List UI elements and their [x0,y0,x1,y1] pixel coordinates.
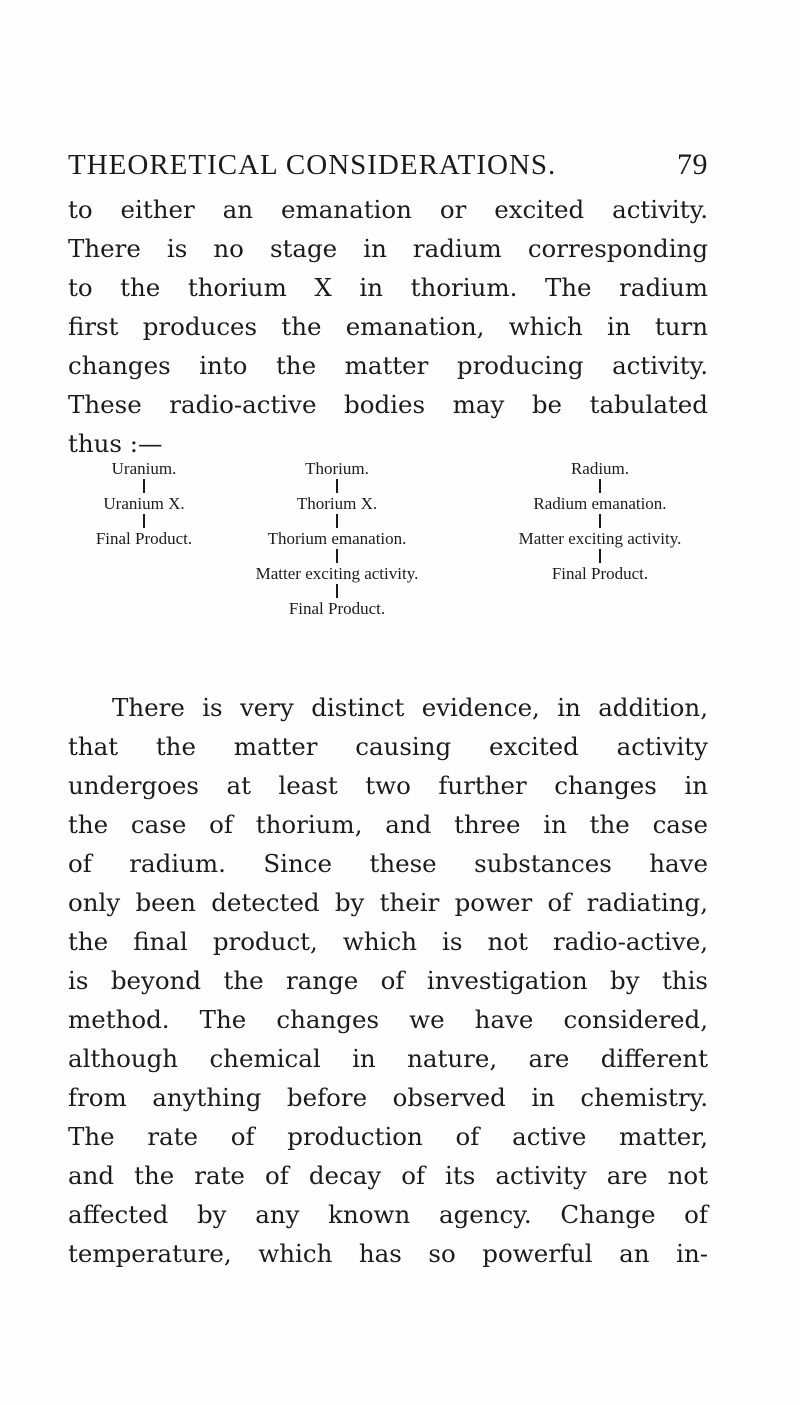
table-entry: Thorium. [305,459,369,478]
text-line: to the thorium X in thorium. The radium [68,273,708,302]
thorium-column [222,460,452,617]
table-entry: Uranium. [111,459,177,478]
text-line: of radium. Since these substances have [68,849,708,878]
table-entry: Final Product. [95,529,193,548]
text-line: the final product, which is not radio-active, [68,927,708,956]
text-line: There is very distinct evidence, in addition, [112,693,708,722]
page-number: 79 [677,148,708,181]
connector-line [143,479,145,493]
connector-line [336,479,338,493]
connector-line [599,549,601,563]
table-entry: Final Product. [551,564,649,583]
text-line: although chemical in nature, are different [68,1044,708,1073]
connector-line [143,514,145,528]
table-entry: Thorium X. [296,494,378,513]
text-line: affected by any known agency. Change of [68,1200,708,1229]
table-entry: Final Product. [288,599,386,618]
text-line: temperature, which has so powerful an in- [68,1239,708,1268]
table-entry: Radium. [570,459,630,478]
text-line: There is no stage in radium corresponding [68,234,708,263]
text-line: thus :— [68,429,163,458]
text-line: and the rate of decay of its activity are not [68,1161,708,1190]
table-entry: Radium emanation. [533,494,667,513]
table-entry: Matter exciting activity. [518,529,682,548]
text-line: changes into the matter producing activity. [68,351,708,380]
text-line: method. The changes we have considered, [68,1005,708,1034]
text-line: is beyond the range of investigation by this [68,966,708,995]
connector-line [336,584,338,598]
connector-line [599,514,601,528]
text-line: the case of thorium, and three in the case [68,810,708,839]
running-title: THEORETICAL CONSIDERATIONS. [68,149,557,181]
text-line: The rate of production of active matter, [68,1122,708,1151]
uranium-column [64,460,224,547]
radium-column [476,460,724,582]
table-entry: Uranium X. [103,494,185,513]
text-line: only been detected by their power of radiating, [68,888,708,917]
connector-line [599,479,601,493]
connector-line [336,514,338,528]
decay-series-table [60,460,720,670]
text-line: from anything before observed in chemistry. [68,1083,708,1112]
text-line: undergoes at least two further changes in [68,771,708,800]
table-entry: Matter exciting activity. [255,564,419,583]
running-header [68,148,708,182]
text-line: to either an emanation or excited activity. [68,195,708,224]
paragraph-1 [68,190,708,463]
table-entry: Thorium emanation. [267,529,407,548]
connector-line [336,549,338,563]
text-line: that the matter causing excited activity [68,732,708,761]
text-line: These radio-active bodies may be tabulated [68,390,708,419]
text-line: first produces the emanation, which in turn [68,312,708,341]
paragraph-2 [68,688,708,1273]
